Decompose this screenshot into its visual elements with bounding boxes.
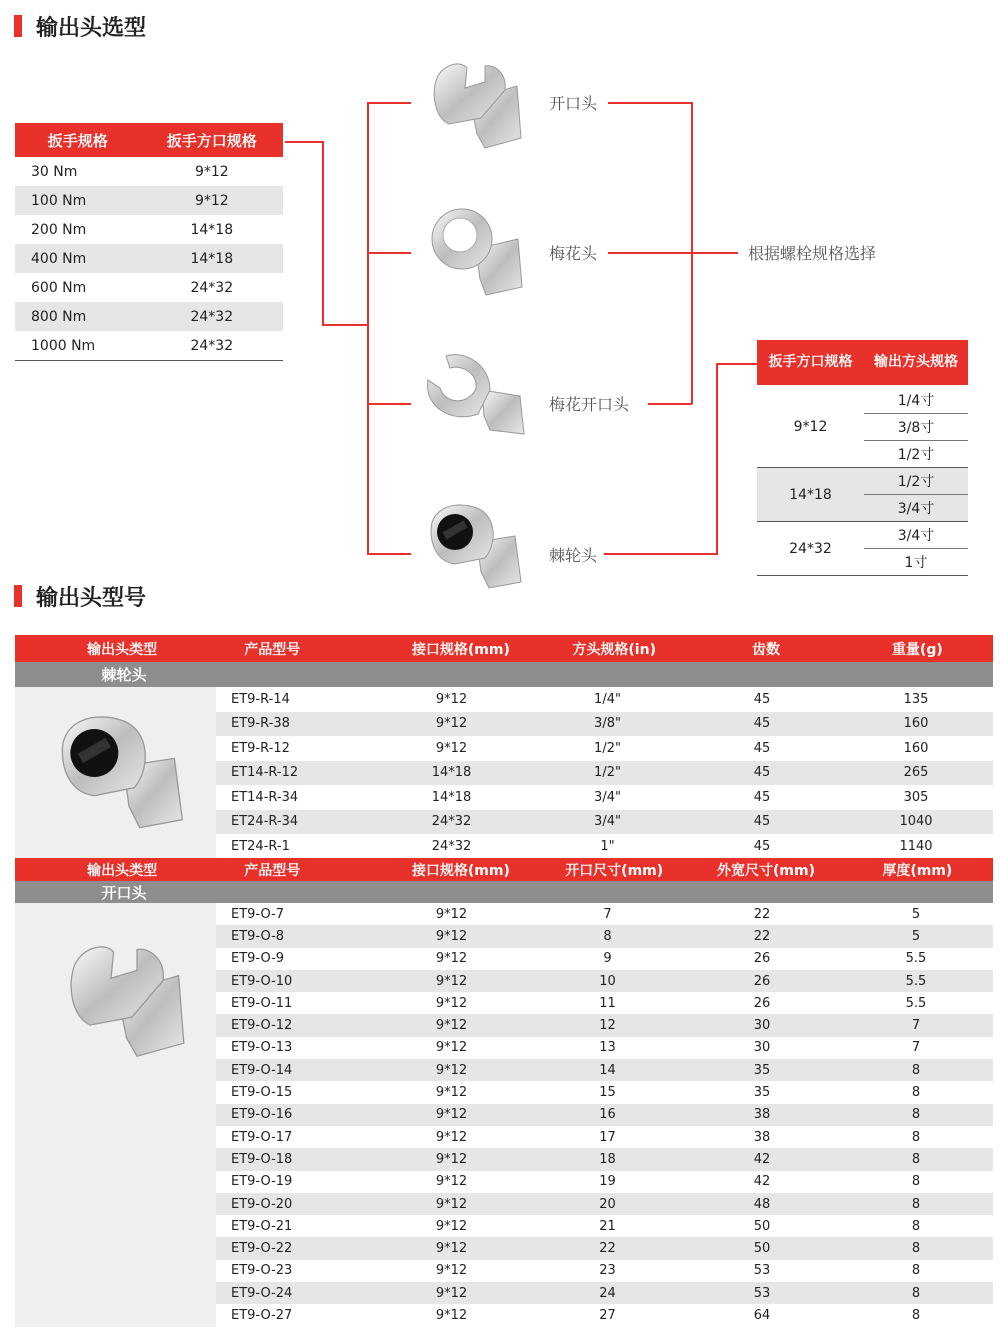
value-cell: 1/2" (594, 765, 621, 781)
header-opening: 开口尺寸(mm) (565, 862, 664, 879)
torque-cell: 200 Nm (31, 221, 87, 238)
value-cell: 13 (599, 1040, 616, 1056)
value-cell: 7 (911, 1018, 921, 1034)
value-cell: 5 (911, 928, 921, 944)
table-row (216, 1171, 993, 1193)
title-bar (14, 15, 22, 37)
wrench-spec-table (15, 123, 283, 361)
header-output-spec: 输出方头规格 (874, 354, 958, 370)
model-cell: ET9-O-12 (231, 1018, 293, 1034)
value-cell: 265 (903, 765, 929, 781)
model-cell: ET9-O-17 (231, 1129, 293, 1145)
table-row (15, 331, 283, 361)
ratchet-model-table (15, 635, 993, 859)
model-cell: ET9-O-19 (231, 1174, 293, 1190)
drive-size: 14*18 (789, 486, 832, 503)
model-cell: ET9-O-21 (231, 1218, 293, 1234)
model-cell: ET9-O-10 (231, 973, 293, 989)
value-cell: 35 (753, 1085, 771, 1101)
interface-cell: 9*12 (435, 1040, 468, 1056)
torque-cell: 600 Nm (31, 279, 87, 296)
model-cell: ET14-R-12 (231, 765, 299, 781)
value-cell: 45 (753, 814, 771, 830)
value-cell: 9 (603, 951, 612, 967)
table-row (216, 1282, 993, 1304)
value-cell: 5.5 (905, 973, 927, 989)
value-cell: 1040 (899, 814, 933, 830)
value-cell: 17 (599, 1129, 616, 1145)
type-label: 开口头 (101, 883, 147, 902)
value-cell: 8 (911, 1085, 921, 1101)
connector-line (322, 324, 368, 326)
value-cell: 14 (599, 1062, 616, 1078)
interface-cell: 24*32 (431, 838, 472, 854)
connector-line (648, 403, 692, 405)
value-cell: 1/2" (594, 740, 621, 756)
table-row (216, 1215, 993, 1237)
connector-line (367, 252, 411, 254)
interface-cell: 9*12 (435, 1062, 468, 1078)
section-title-text: 输出头型号 (36, 585, 147, 611)
value-cell: 305 (903, 789, 929, 805)
connector-line (285, 141, 323, 143)
model-cell: ET9-O-27 (231, 1307, 293, 1323)
output-size: 3/4寸 (897, 501, 935, 517)
model-cell: ET9-O-24 (231, 1285, 293, 1301)
header-model: 产品型号 (244, 641, 301, 658)
table-row (216, 834, 993, 859)
value-cell: 7 (603, 906, 612, 922)
product-image (15, 903, 216, 1327)
value-cell: 8 (911, 1218, 921, 1234)
torque-cell: 100 Nm (15, 186, 141, 215)
output-size: 1/4寸 (864, 387, 968, 414)
value-cell: 8 (603, 928, 612, 944)
table-row (15, 215, 283, 244)
title-bar (14, 585, 22, 607)
value-cell: 45 (753, 716, 771, 732)
model-cell: ET9-O-22 (231, 1241, 293, 1257)
value-cell: 15 (599, 1085, 616, 1101)
product-image (15, 687, 216, 859)
value-cell: 20 (599, 1196, 616, 1212)
type-subheader (15, 881, 993, 903)
interface-cell: 9*12 (435, 716, 468, 732)
value-cell: 22 (753, 906, 771, 922)
header-weight: 重量(g) (891, 641, 943, 658)
value-cell: 45 (753, 838, 771, 854)
table-row (216, 925, 993, 947)
value-cell: 8 (911, 1107, 921, 1123)
value-cell: 5.5 (905, 951, 927, 967)
value-cell: 21 (599, 1218, 616, 1234)
value-cell: 8 (911, 1263, 921, 1279)
table-row (216, 1193, 993, 1215)
model-cell: ET9-R-14 (231, 691, 290, 707)
connector-line (367, 403, 411, 405)
value-cell: 10 (599, 973, 616, 989)
interface-cell: 9*12 (435, 1151, 468, 1167)
value-cell: 19 (599, 1174, 616, 1190)
model-cell: ET9-O-11 (231, 995, 293, 1011)
interface-cell: 9*12 (435, 1241, 468, 1257)
value-cell: 26 (753, 973, 771, 989)
model-cell: ET9-O-7 (231, 906, 285, 922)
value-cell: 18 (599, 1151, 616, 1167)
drive-cell: 24*32 (190, 279, 234, 296)
value-cell: 50 (753, 1218, 771, 1234)
value-cell: 8 (911, 1151, 921, 1167)
model-cell: ET9-R-38 (231, 716, 290, 732)
table-row (15, 244, 283, 273)
type-subheader (15, 662, 993, 687)
value-cell: 8 (911, 1174, 921, 1190)
table-row (216, 1037, 993, 1059)
open-end-head-icon (425, 58, 525, 150)
value-cell: 48 (753, 1196, 771, 1212)
interface-cell: 9*12 (435, 973, 468, 989)
header-interface: 接口规格(mm) (411, 641, 510, 658)
table-row (216, 992, 993, 1014)
model-cell: ET9-O-23 (231, 1263, 293, 1279)
table-row (15, 273, 283, 302)
value-cell: 45 (753, 691, 771, 707)
connector-line (716, 363, 757, 365)
value-cell: 11 (599, 995, 616, 1011)
interface-cell: 9*12 (435, 1018, 468, 1034)
drive-size: 9*12 (793, 419, 828, 435)
header-teeth: 齿数 (752, 641, 780, 658)
interface-cell: 9*12 (435, 951, 468, 967)
value-cell: 64 (753, 1307, 771, 1323)
connector-line (367, 102, 411, 104)
value-cell: 30 (753, 1040, 771, 1056)
table-row (15, 186, 283, 215)
value-cell: 8 (911, 1307, 921, 1323)
value-cell: 45 (753, 740, 771, 756)
table-header (15, 858, 993, 881)
type-label: 棘轮头 (101, 666, 147, 684)
value-cell: 160 (903, 716, 929, 732)
table-row (216, 1081, 993, 1103)
value-cell: 8 (911, 1062, 921, 1078)
drive-cell: 14*18 (190, 221, 234, 238)
interface-cell: 9*12 (435, 691, 468, 707)
drive-size: 24*32 (789, 540, 832, 557)
value-cell: 5 (911, 906, 921, 922)
torque-cell: 1000 Nm (15, 331, 141, 361)
open-end-model-table (15, 858, 993, 1327)
torque-cell: 400 Nm (15, 244, 141, 273)
header-width: 外宽尺寸(mm) (717, 862, 815, 879)
drive-cell: 24*32 (141, 331, 283, 361)
table-row (216, 1104, 993, 1126)
interface-cell: 24*32 (431, 814, 472, 830)
header-thickness: 厚度(mm) (882, 862, 953, 879)
table-row (216, 712, 993, 737)
interface-cell: 9*12 (435, 995, 468, 1011)
model-cell: ET9-O-16 (231, 1107, 293, 1123)
interface-cell: 9*12 (435, 1196, 468, 1212)
table-row (216, 970, 993, 992)
header-interface: 接口规格(mm) (411, 862, 510, 879)
table-row (15, 302, 283, 331)
drive-cell: 24*32 (141, 302, 283, 331)
torque-cell: 30 Nm (31, 163, 78, 180)
value-cell: 45 (753, 789, 771, 805)
value-cell: 8 (911, 1129, 921, 1145)
value-cell: 24 (599, 1285, 616, 1301)
table-row (216, 1260, 993, 1282)
interface-cell: 9*12 (435, 1263, 468, 1279)
open-end-head-label: 开口头 (549, 94, 598, 113)
table-row (216, 761, 993, 786)
interface-cell: 9*12 (435, 740, 468, 756)
drive-group (757, 522, 968, 576)
value-cell: 3/4" (594, 814, 621, 830)
output-size: 3/4寸 (864, 522, 968, 549)
value-cell: 1" (600, 838, 615, 854)
connector-line (604, 553, 718, 555)
value-cell: 23 (599, 1263, 616, 1279)
value-cell: 12 (599, 1018, 616, 1034)
interface-cell: 9*12 (435, 1107, 468, 1123)
drive-group (757, 468, 968, 522)
model-cell: ET9-O-13 (231, 1040, 293, 1056)
header-square: 方头规格(in) (572, 641, 656, 658)
ratchet-head-icon (425, 502, 525, 592)
ratchet-head-icon (51, 713, 191, 833)
table-row (216, 736, 993, 761)
table-header (15, 635, 993, 662)
header-drive-spec: 扳手方口规格 (141, 123, 283, 157)
model-cell: ET24-R-34 (231, 814, 299, 830)
section-title-selection (14, 13, 146, 39)
model-cell: ET9-R-12 (231, 740, 290, 756)
value-cell: 27 (599, 1307, 616, 1323)
value-cell: 26 (753, 995, 771, 1011)
value-cell: 8 (911, 1241, 921, 1257)
header-type: 输出头类型 (87, 641, 158, 658)
drive-cell: 14*18 (141, 244, 283, 273)
table-row (216, 1014, 993, 1036)
header-type: 输出头类型 (87, 862, 158, 879)
drive-group (757, 387, 968, 468)
interface-cell: 9*12 (435, 928, 468, 944)
value-cell: 26 (753, 951, 771, 967)
value-cell: 53 (753, 1285, 771, 1301)
value-cell: 3/8" (594, 716, 621, 732)
model-cell: ET9-O-15 (231, 1085, 293, 1101)
value-cell: 38 (753, 1129, 771, 1145)
flare-nut-head-label: 梅花开口头 (549, 395, 630, 414)
torque-cell: 800 Nm (15, 302, 141, 331)
flare-nut-head-icon (420, 350, 530, 440)
model-cell: ET14-R-34 (231, 789, 299, 805)
section-title-text: 输出头选型 (36, 15, 147, 41)
bolt-spec-note: 根据螺栓规格选择 (748, 244, 877, 263)
table-row (216, 1148, 993, 1170)
interface-cell: 9*12 (435, 1174, 468, 1190)
output-size: 1寸 (904, 555, 928, 571)
connector-line (608, 252, 738, 254)
value-cell: 22 (753, 928, 771, 944)
value-cell: 8 (911, 1285, 921, 1301)
model-cell: ET9-O-9 (231, 951, 285, 967)
connector-line (367, 553, 411, 555)
table-row (216, 1237, 993, 1259)
connector-line (322, 141, 324, 325)
value-cell: 8 (911, 1196, 921, 1212)
interface-cell: 9*12 (435, 1129, 468, 1145)
value-cell: 42 (753, 1151, 771, 1167)
model-cell: ET9-O-8 (231, 928, 285, 944)
interface-cell: 9*12 (435, 1285, 468, 1301)
table-row (216, 903, 993, 925)
value-cell: 7 (911, 1040, 921, 1056)
table-row (216, 1126, 993, 1148)
connector-line (716, 363, 718, 554)
value-cell: 53 (753, 1263, 771, 1279)
connector-line (608, 102, 692, 104)
header-drive-spec: 扳手方口规格 (768, 354, 853, 370)
model-cell: ET9-O-18 (231, 1151, 293, 1167)
drive-table-header (757, 340, 968, 385)
value-cell: 30 (753, 1018, 771, 1034)
value-cell: 42 (753, 1174, 771, 1190)
value-cell: 160 (903, 740, 929, 756)
drive-cell: 9*12 (141, 186, 283, 215)
value-cell: 45 (753, 765, 771, 781)
model-cell: ET24-R-1 (231, 838, 290, 854)
interface-cell: 9*12 (435, 1085, 468, 1101)
ratchet-head-label: 棘轮头 (549, 546, 598, 565)
interface-cell: 14*18 (431, 789, 472, 805)
interface-cell: 9*12 (435, 1307, 468, 1323)
output-size: 3/8寸 (864, 414, 968, 441)
ring-head-icon (428, 205, 528, 297)
table-row (216, 1304, 993, 1326)
value-cell: 5.5 (905, 995, 927, 1011)
open-end-head-icon (59, 939, 189, 1059)
table-row (216, 948, 993, 970)
interface-cell: 9*12 (435, 906, 468, 922)
table-row (15, 157, 283, 186)
table-row (216, 687, 993, 712)
table-row (216, 1059, 993, 1081)
drive-cell: 9*12 (194, 163, 229, 180)
interface-cell: 9*12 (435, 1218, 468, 1234)
value-cell: 38 (753, 1107, 771, 1123)
output-size: 1/2寸 (864, 468, 968, 495)
table-row (216, 785, 993, 810)
section-title-models (14, 583, 146, 609)
table-row (216, 810, 993, 835)
interface-cell: 14*18 (431, 765, 472, 781)
header-model: 产品型号 (244, 862, 301, 879)
output-size: 1/2寸 (897, 447, 935, 463)
header-wrench-spec: 扳手规格 (15, 123, 141, 157)
ring-head-label: 梅花头 (549, 244, 598, 263)
value-cell: 135 (903, 691, 929, 707)
output-drive-table (757, 340, 968, 576)
value-cell: 16 (599, 1107, 616, 1123)
value-cell: 35 (753, 1062, 771, 1078)
value-cell: 1140 (899, 838, 933, 854)
model-cell: ET9-O-14 (231, 1062, 293, 1078)
value-cell: 22 (599, 1241, 616, 1257)
model-cell: ET9-O-20 (231, 1196, 293, 1212)
connector-line (367, 102, 369, 554)
value-cell: 1/4" (594, 691, 621, 707)
value-cell: 50 (753, 1241, 771, 1257)
value-cell: 3/4" (594, 789, 621, 805)
